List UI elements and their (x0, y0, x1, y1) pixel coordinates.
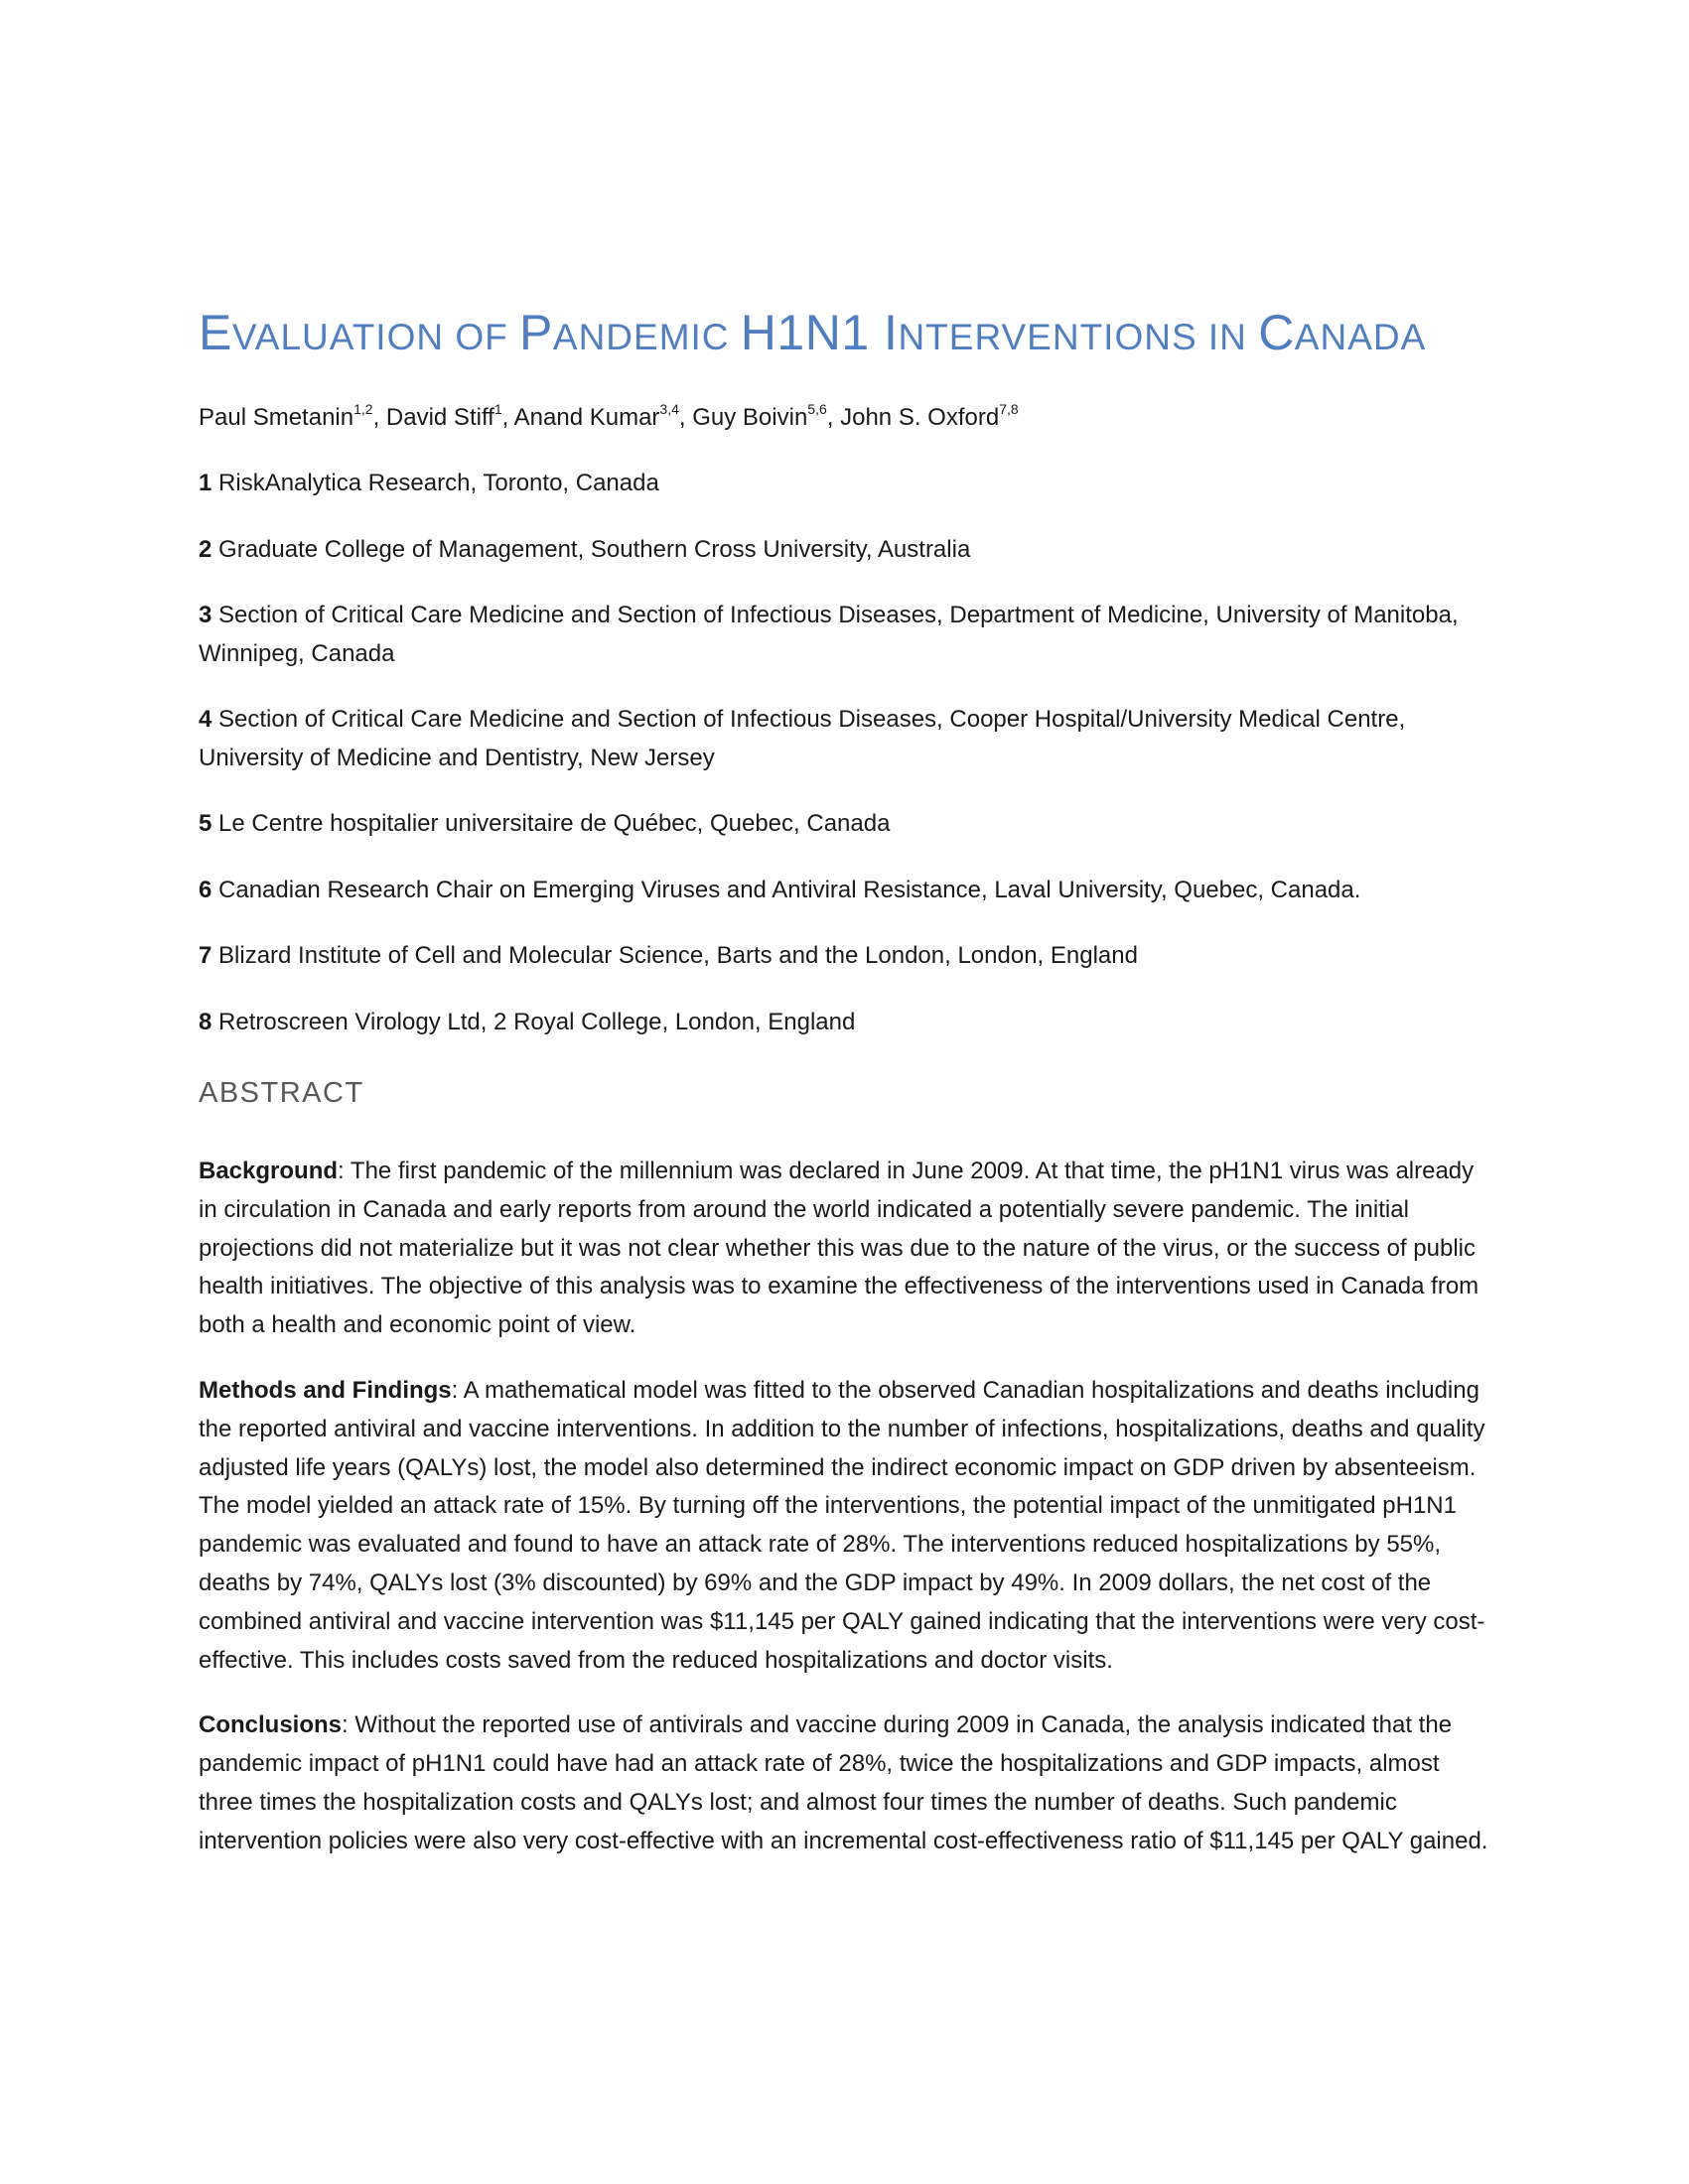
author-separator: , (678, 404, 693, 431)
affiliation-number: 6 (199, 876, 212, 903)
affiliation-text: Le Centre hospitalier universitaire de Québec, Quebec, Canada (211, 810, 891, 837)
affiliation-number: 1 (199, 470, 212, 496)
affiliation-text: Section of Critical Care Medicine and Section of Infectious Diseases, Department of Medicine, University of Manitoba, Winnipeg, Canada (199, 602, 1459, 667)
affiliation-list (199, 465, 1489, 1069)
author-list (199, 399, 1019, 437)
author-name: Anand Kumar (513, 404, 660, 431)
abstract-body (199, 1153, 1489, 1888)
paper-title (199, 298, 1426, 372)
author-name: John S. Oxford (840, 404, 1000, 431)
title-part: VALUATION OF (231, 317, 520, 357)
abstract-section-text: : The first pandemic of the millennium was declared in June 2009. At that time, the pH1N1 virus was already in circulation in Canada and early reports from around the world indicated a potentially severe pandemic. The initial projections did not materialize but it was not clear whether this was due to the nature of the virus, or the success of public health initiatives. The objective of this analysis was to examine the effectiveness of the interventions used in Canada from both a health and economic point of view. (199, 1158, 1479, 1339)
affiliation-text: RiskAnalytica Research, Toronto, Canada (211, 470, 659, 496)
affiliation-item (199, 872, 1489, 910)
author-affiliation-marker: 5,6 (807, 401, 827, 417)
affiliation-item (199, 465, 1489, 503)
author-name: David Stiff (385, 404, 494, 431)
author-separator: , (501, 404, 514, 431)
abstract-heading: ABSTRACT (199, 1077, 364, 1109)
abstract-section-label: Background (199, 1158, 339, 1184)
affiliation-number: 3 (199, 602, 212, 628)
abstract-methods (199, 1372, 1489, 1680)
affiliation-item (199, 937, 1489, 976)
affiliation-number: 4 (199, 706, 212, 733)
abstract-section-text: : Without the reported use of antivirals and vaccine during 2009 in Canada, the analysis indicated that the pandemic impact of pH1N1 could have had an attack rate of 28%, twice the hospitalizations and GDP impacts, almost three times the hospitalization costs and QALYs lost; and almost four times the number of deaths. Such pandemic intervention policies were also very cost-effective with an incremental cost-effectiveness ratio of $11,145 per QALY gained. (199, 1711, 1488, 1854)
abstract-section-label: Conclusions (199, 1711, 343, 1739)
title-part: H1N1 (740, 305, 885, 360)
author-affiliation-marker: 7,8 (999, 401, 1019, 417)
affiliation-text: Blizard Institute of Cell and Molecular Science, Barts and the London, London, England (211, 942, 1138, 969)
author-affiliation-marker: 3,4 (659, 401, 679, 417)
author-name: Guy Boivin (692, 404, 808, 431)
affiliation-text: Retroscreen Virology Ltd, 2 Royal College, London, England (211, 1008, 856, 1035)
affiliation-item (199, 805, 1489, 844)
abstract-section-text: : A mathematical model was fitted to the observed Canadian hospitalizations and deaths including the reported antiviral and vaccine interventions. In addition to the number of infections, hospitalizations, deaths and quality adjusted life years (QALYs) lost, the model also determined the indirect economic impact on GDP driven by absenteeism. The model yielded an attack rate of 15%. By turning off the interventions, the potential impact of the unmitigated pH1N1 pandemic was evaluated and found to have an attack rate of 28%. The interventions reduced hospitalizations by 55%, deaths by 74%, QALYs lost (3% discounted) by 69% and the GDP impact by 49%. In 2009 dollars, the net cost of the combined antiviral and vaccine intervention was $11,145 per QALY gained indicating that the interventions were very cost-effective. This includes costs saved from the reduced hospitalizations and doctor visits. (199, 1376, 1485, 1674)
affiliation-item (199, 597, 1489, 673)
affiliation-text: Canadian Research Chair on Emerging Viruses and Antiviral Resistance, Laval University, Quebec, Canada. (211, 876, 1361, 903)
abstract-conclusions (199, 1706, 1489, 1860)
affiliation-text: Graduate College of Management, Southern Cross University, Australia (211, 535, 971, 563)
author-separator: , (826, 404, 841, 431)
abstract-background (199, 1153, 1489, 1345)
affiliation-number: 8 (199, 1008, 212, 1035)
author-separator: , (372, 404, 386, 431)
abstract-section-label: Methods and Findings (199, 1376, 452, 1404)
author-affiliation-marker: 1,2 (353, 401, 373, 417)
title-part: C (1258, 305, 1295, 360)
affiliation-item (199, 701, 1489, 777)
affiliation-item (199, 531, 1489, 570)
title-part: NTERVENTIONS IN (898, 317, 1259, 357)
author-affiliation-marker: 1 (493, 401, 502, 417)
title-part: I (884, 305, 899, 360)
title-part: ANDEMIC (552, 317, 741, 357)
title-part: P (519, 305, 553, 360)
affiliation-number: 5 (199, 810, 212, 837)
affiliation-item (199, 1004, 1489, 1042)
affiliation-text: Section of Critical Care Medicine and Section of Infectious Diseases, Cooper Hospital/University Medical Centre, University of Medicine and Dentistry, New Jersey (199, 706, 1406, 771)
title-part: ANADA (1294, 317, 1427, 357)
title-part: E (199, 305, 232, 360)
affiliation-number: 7 (199, 942, 212, 969)
affiliation-number: 2 (199, 535, 212, 563)
author-name: Paul Smetanin (199, 404, 354, 431)
